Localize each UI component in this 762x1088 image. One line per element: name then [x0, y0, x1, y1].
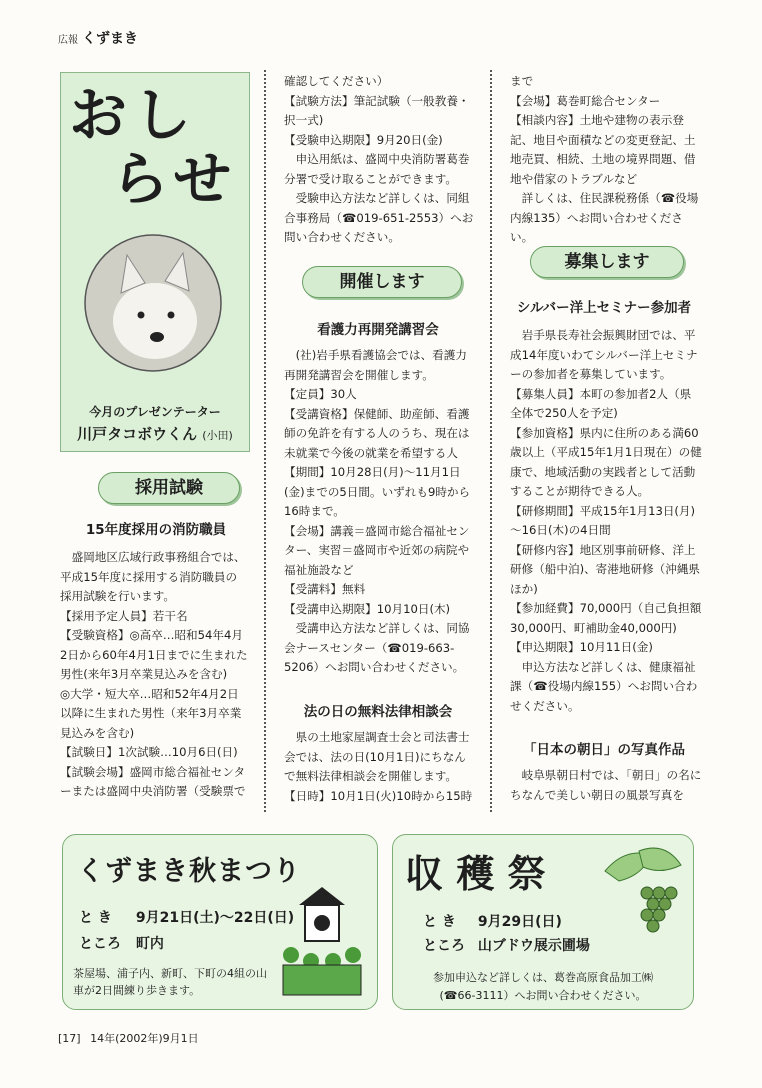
festival-date-line	[79, 907, 294, 927]
right-para: 【研修期間】平成15年1月13日(月)～16日(木)の4日間	[510, 503, 696, 537]
festival-date-label: と き	[79, 910, 112, 926]
section-events-heading: 開催します	[302, 266, 462, 298]
fire-staff-title: 15年度採用の消防職員	[85, 522, 227, 538]
right-para: 【参加資格】県内に住所のある満60歳以上（平成15年1月1日現在）の健康で、地域活動の実践者として活動することが期待できる人。	[510, 425, 702, 498]
grape-illustration	[595, 841, 687, 951]
middle-para: 【日時】10月1日(火)10時から15時	[284, 788, 473, 803]
middle-para: 県の土地家屋調査士会と司法書士会では、法の日(10月1日)にちなんで無料法律相談会を開催します。	[284, 730, 470, 783]
right-para: まで	[510, 74, 534, 88]
column-divider	[490, 70, 492, 812]
right-para: 【相談内容】土地や建物の表示登記、地目や面積などの変更登記、土地売買、相続、土地の境界問題、借地や借家のトラブルなど	[510, 113, 696, 186]
issue-date: 14年(2002年)9月1日	[90, 1032, 199, 1045]
middle-column-text-top	[284, 72, 476, 248]
right-column-text-bottom	[510, 766, 702, 805]
right-para: 岐阜県朝日村では、「朝日」の名にちなんで美しい朝日の風景写真を	[510, 768, 702, 802]
dog-photo	[83, 233, 223, 373]
festival-date: 9月21日(土)～22日(日)	[135, 910, 295, 926]
asahi-photo-title: 「日本の朝日」の写真作品	[523, 742, 685, 758]
middle-para: 【受講申込期限】10月10日(木)	[284, 601, 451, 616]
right-column-text	[510, 326, 702, 716]
section-recruiting-heading: 募集します	[530, 246, 684, 278]
middle-para: 受講申込方法など詳しくは、同協会ナースセンター（☎019-663-5206）へお問い合わせください。	[284, 621, 470, 674]
legal-consultation-title: 法の日の無料法律相談会	[303, 704, 453, 720]
harvest-date: 9月29日(日)	[477, 914, 562, 930]
festival-float-illustration	[277, 883, 367, 1003]
right-para: 【申込期限】10月11日(金)	[510, 640, 653, 654]
presenter-name-line	[61, 423, 249, 444]
left-para: 【試験日】1次試験…10月6日(日)	[60, 745, 238, 759]
presenter-label: 今月のプレゼンテーター	[89, 405, 221, 419]
middle-column-text-bottom	[284, 728, 476, 806]
middle-para: 受験申込方法など詳しくは、同組合事務局（☎019-651-2553）へお問い合わせください。	[284, 191, 474, 244]
harvest-date-label: と き	[423, 914, 456, 930]
harvest-place: 山ブドウ展示圃場	[477, 938, 590, 954]
left-para: 盛岡地区広域行政事務組合では、平成15年度に採用する消防職員の採用試験を行います。	[60, 550, 246, 603]
left-column-text	[60, 548, 248, 802]
right-column-text-top	[510, 72, 702, 248]
right-para: 【研修内容】地区別事前研修、洋上研修（船中泊)、寄港地研修（沖縄県ほか)	[510, 542, 701, 596]
autumn-festival-box	[62, 834, 378, 1010]
festival-place-label: ところ	[79, 936, 121, 952]
silver-seminar-title: シルバー洋上セミナー参加者	[516, 300, 692, 316]
presenter-name: 川戸タコボウくん	[77, 425, 198, 443]
left-para: 【試験会場】盛岡市総合福祉センターまたは盛岡中央消防署（受験票で	[60, 764, 246, 798]
banner-line-2: らせ	[111, 145, 238, 213]
presenter-place: (小田)	[202, 429, 233, 442]
page-footer	[58, 1030, 199, 1046]
middle-para: 【定員】30人	[284, 387, 357, 401]
masthead-title: くずまき	[82, 31, 138, 47]
middle-para: 【受講資格】保健師、助産師、看護師の免許を有する人のうち、現在は未就業で今後の就業を希望する人	[284, 406, 470, 460]
middle-para: 【受験申込期限】9月20日(金)	[284, 132, 443, 147]
masthead	[58, 28, 138, 48]
right-para: 【募集人員】本町の参加者2人（県全体で250人を予定)	[510, 386, 692, 420]
section-recruitment-heading: 採用試験	[98, 472, 240, 504]
left-para: 【採用予定人員】若干名	[60, 608, 188, 623]
right-para: 詳しくは、住民課税務係（☎役場内線135）へお問い合わせください。	[510, 191, 699, 244]
right-para: 【会場】葛巻町総合センター	[510, 93, 661, 108]
middle-para: 【試験方法】筆記試験（一般教養・択一式)	[284, 93, 470, 127]
banner-line-1: おし	[69, 81, 198, 149]
festival-note: 茶屋場、浦子内、新町、下町の4組の山車が2日間練り歩きます。	[73, 967, 267, 997]
harvest-festival-title: 収 穫 祭	[405, 851, 546, 896]
autumn-festival-title: くずまき秋まつり	[77, 856, 301, 887]
harvest-place-line	[423, 935, 590, 955]
right-para: 岩手県長寿社会振興財団では、平成14年度いわてシルバー洋上セミナーの参加者を募集しています。	[510, 328, 698, 381]
harvest-place-label: ところ	[423, 938, 465, 954]
middle-para: 申込用紙は、盛岡中央消防署葛巻分署で受け取ることができます。	[284, 152, 470, 186]
harvest-festival-box	[392, 834, 694, 1010]
middle-para: (社)岩手県看護協会では、看護力再開発講習会を開催します。	[284, 348, 467, 382]
harvest-date-line	[423, 911, 562, 931]
page-number: [17]	[58, 1032, 81, 1045]
middle-para: 【会場】講義＝盛岡市総合福祉センター、実習＝盛岡市や近郊の病院や福祉施設など	[284, 523, 470, 577]
festival-place: 町内	[135, 936, 164, 952]
middle-column-text	[284, 346, 476, 678]
left-para: 【受験資格】◎高卒…昭和54年4月2日から60年4月1日までに生まれた男性(来年3月卒業見込みを含む)	[60, 628, 248, 681]
oshirase-banner	[60, 72, 250, 452]
middle-para: 【期間】10月28日(月)～11月1日(金)までの5日間。いずれも9時から16時まで。	[284, 465, 471, 518]
nursing-course-title: 看護力再開発講習会	[317, 322, 439, 338]
harvest-note-1: 参加申込など詳しくは、葛巻高原食品加工㈱	[433, 971, 653, 984]
masthead-small: 広報	[58, 35, 78, 46]
harvest-note-2: (☎66-3111）へお問い合わせください。	[439, 989, 647, 1002]
column-divider	[264, 70, 266, 812]
left-para: ◎大学・短大卒…昭和52年4月2日以降に生まれた男性（来年3月卒業見込みを含む)	[60, 686, 242, 740]
middle-para: 【受講料】無料	[284, 582, 366, 596]
right-para: 申込方法など詳しくは、健康福祉課（☎役場内線155）へお問い合わせください。	[510, 659, 698, 713]
right-para: 【参加経費】70,000円（自己負担額30,000円、町補助金40,000円)	[510, 601, 702, 635]
festival-place-line	[79, 933, 164, 953]
middle-para: 確認してください）	[284, 74, 389, 88]
